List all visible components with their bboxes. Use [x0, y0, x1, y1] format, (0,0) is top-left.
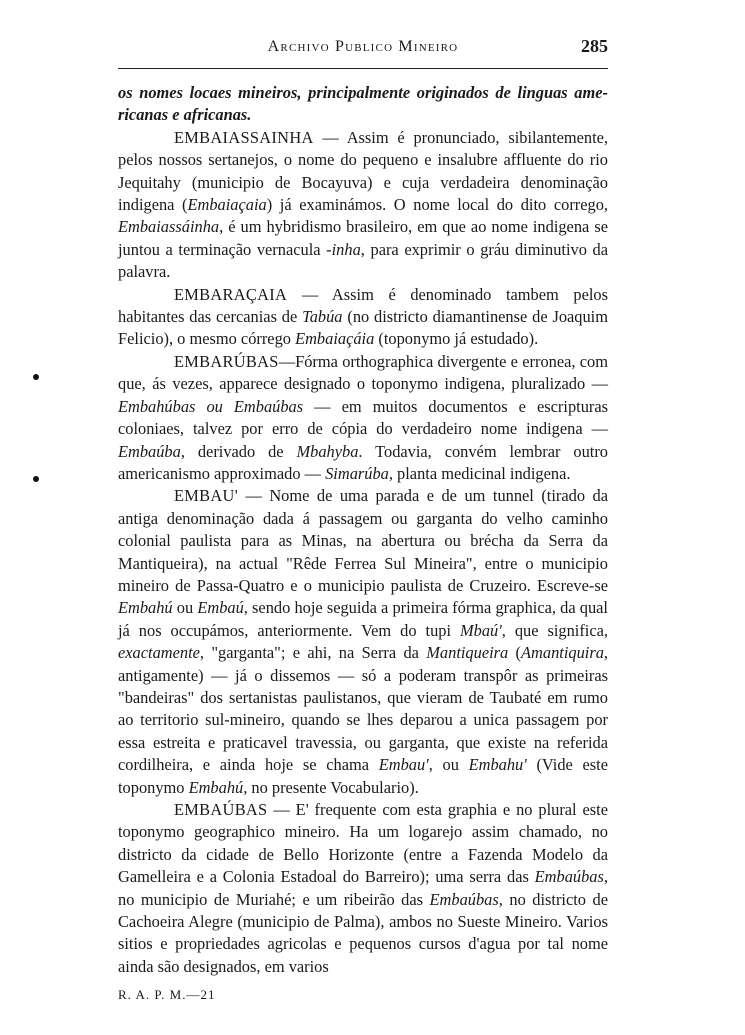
text-run: (	[508, 643, 522, 663]
italic-term: Embahú	[188, 777, 244, 797]
italic-term: Mantiqueira	[426, 643, 509, 663]
text-run: ou	[172, 598, 198, 618]
italic-term: exactamente	[118, 643, 200, 663]
margin-bullet-mark	[33, 476, 39, 482]
text-run: , antigamente) — já o dissemos — só a poderam transpôr as primeiras "bandeiras" dos sertanistas paulistanos, que vieram de Taubaté em rumo ao territorio sul-mineiro, quando se lhes deparou a unica passagem por essa estreita e praticavel travessia, ou garganta, que existe na referida cordilheira, e ainda hoje se chama	[118, 643, 609, 775]
italic-term: Embaiaçaia	[187, 195, 267, 215]
italic-term: Embaú	[197, 598, 244, 618]
italic-term: Embau'	[378, 755, 429, 775]
header-rule	[118, 68, 608, 69]
italic-term: Mbahyba	[296, 441, 359, 461]
italic-term: Tabúa	[302, 307, 343, 327]
text-run: , derivado de	[180, 441, 297, 461]
text-run: , ou	[428, 755, 469, 775]
paragraph-embau	[118, 485, 608, 799]
text-run: , é um hybridismo brasileiro, em que ao nome indigena se juntou a terminação vernacula	[118, 217, 608, 259]
entry-headword: EMBAU'	[174, 486, 238, 506]
text-run: , no presente Vocabulario).	[243, 777, 419, 797]
paragraph-embaracaia	[118, 284, 608, 351]
paragraph-intro	[118, 82, 608, 127]
entry-headword: EMBARAÇAIA	[174, 284, 288, 304]
text-run: . Todavia, convém lembrar outro americanismo approximado —	[118, 441, 608, 483]
italic-bold-text: os nomes locaes mineiros, principalmente originados de linguas ame-ricanas e africanas.	[118, 83, 608, 125]
text-run: , no municipio de Muriahé; e um ribeirão das	[118, 867, 608, 909]
italic-term: Simarúba	[325, 463, 389, 483]
paragraph-embaubas	[118, 799, 608, 978]
text-run: , sendo hoje seguida a primeira fórma graphica, da qual já nos occupámos, anteriormente. Vem do tupi	[118, 598, 608, 640]
entry-headword: EMBAÚBAS	[174, 800, 268, 819]
italic-term: Embahú	[118, 598, 173, 618]
italic-term: Embahu'	[468, 755, 527, 775]
text-run: , para exprimir o gráu diminutivo da palavra.	[118, 239, 608, 282]
text-run: (toponymo já estudado).	[374, 329, 539, 349]
italic-term: Embaúbas	[429, 889, 499, 909]
entry-headword: EMBARÚBAS	[174, 351, 279, 371]
text-run: ) já examinámos. O nome local do dito corrego,	[266, 195, 608, 215]
signature-mark: R. A. P. M.—21	[118, 987, 216, 1002]
text-run: — Nome de uma parada e de um tunnel (tirado da antiga denominação dada á passagem ou garganta do velho caminho colonial paulista para as Minas, na abertura ou brécha da Serra da Mantiqueira), na actual "Rêde Ferrea Sul Mineira", entre o municipio mineiro de Passa-Quatro e o municipio paulista de Cruzeiro. Escreve-se	[118, 486, 608, 595]
text-run: — em muitos documentos e escripturas coloniaes, talvez por erro de cópia do verdadeiro nome indigena —	[118, 396, 608, 439]
page-header	[118, 36, 608, 60]
italic-term: Embahúbas ou Embaúbas	[118, 396, 304, 416]
italic-term: Embaiassáinha	[118, 217, 220, 237]
text-run: , "garganta"; e ahi, na Serra da	[199, 643, 427, 663]
text-run: — Assim é pronunciado, sibilantemente, pelos nossos sertanejos, o nome do pequeno e insalubre affluente do rio Jequitahy (municipio de Bocayuva) e cuja verdadeira denominação indigena (	[118, 127, 608, 215]
running-title: Archivo Publico Mineiro	[267, 38, 459, 55]
italic-term: Embaiaçáia	[295, 329, 375, 349]
entry-headword: EMBAIASSAINHA	[174, 127, 314, 147]
text-run: —Fórma orthographica divergente e erronea, com que, ás vezes, apparece designado o toponymo indigena, pluralizado —	[118, 351, 608, 394]
text-run: , no districto de Cachoeira Alegre (municipio de Palma), ambos no Sueste Mineiro. Varios sitios e propriedades agricolas e pequenos cursos d'agua por tal nome ainda são designados, em varios	[118, 889, 608, 976]
italic-term: Embaúba	[118, 441, 181, 461]
body-text	[118, 82, 608, 978]
text-run: — E' frequente com esta graphia e no plural este toponymo geographico mineiro. Ha um logarejo assim chamado, no districto da cidade de Bello Horizonte (entre a Fazenda Modelo da Gamelleira e a Colonia Estadoal do Barreiro); uma serra das	[118, 800, 608, 887]
text-run: , que significa,	[501, 620, 608, 640]
italic-term: -inha	[326, 239, 361, 259]
italic-term: Amantiquira	[521, 643, 604, 663]
italic-term: Mbaú'	[460, 620, 502, 640]
paragraph-embaiassainha	[118, 127, 608, 284]
page-number: 285	[581, 36, 608, 56]
italic-term: Embaúbas	[534, 867, 604, 887]
text-run: (Vide este toponymo	[118, 755, 608, 797]
text-run: (no districto diamantinense de Joaquim Felicio), o mesmo córrego	[118, 307, 608, 349]
margin-bullet-mark	[33, 374, 39, 380]
text-run: , planta medicinal indigena.	[388, 463, 571, 483]
paragraph-embarubas	[118, 351, 608, 485]
text-run: — Assim é denominado tambem pelos habitantes das cercanias de	[118, 284, 608, 327]
